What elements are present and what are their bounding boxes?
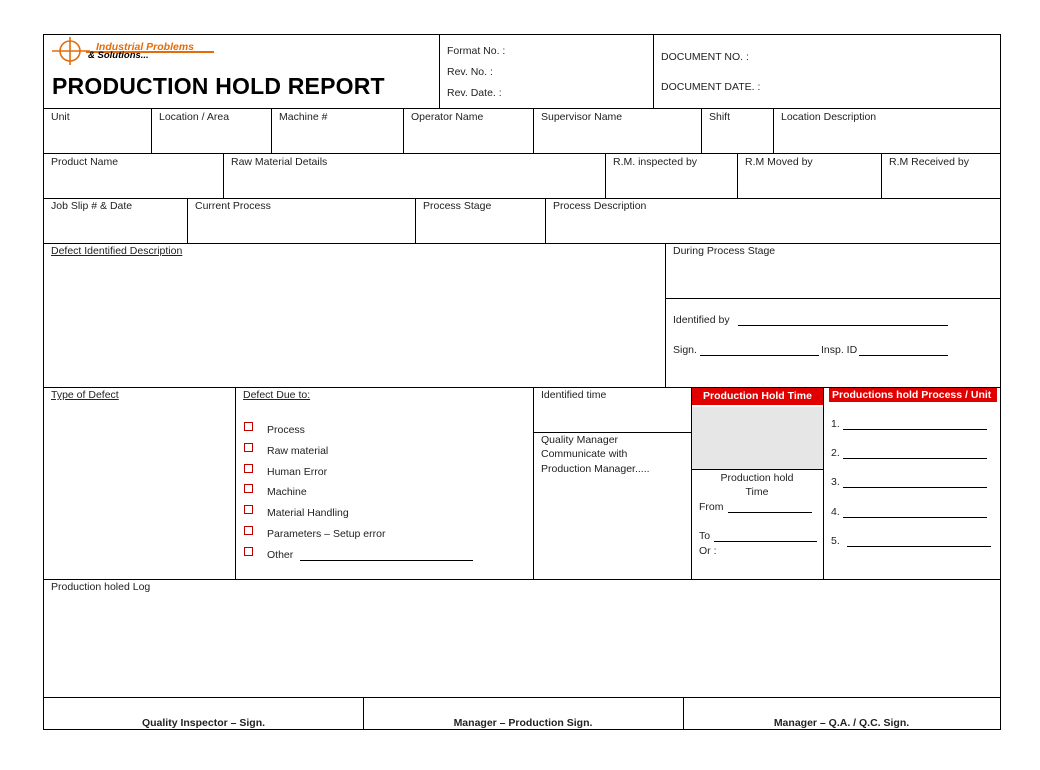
parameters-setup-error-checkbox[interactable] [244,526,253,535]
identified-time-label: Identified time [541,389,607,401]
material-handling-checkbox[interactable] [244,505,253,514]
identified-by-label: Identified by [673,314,730,326]
logo-text-line1: Industrial Problems [96,41,195,53]
page-title: PRODUCTION HOLD REPORT [52,73,385,99]
rm-inspected-by-label: R.M. inspected by [613,156,698,168]
to-field[interactable] [714,541,817,542]
during-process-stage-label: During Process Stage [673,245,776,257]
from-label: From [699,501,724,513]
rev-date-label: Rev. Date. : [447,87,502,99]
production-log-label: Production holed Log [51,581,151,593]
insp-id-field[interactable] [859,355,948,356]
productions-hold-process-header: Productions hold Process / Unit [829,388,997,402]
raw-material-checkbox[interactable] [244,443,253,452]
logo-text-line2: & Solutions... [88,50,149,61]
or-label: Or : [699,545,717,557]
raw-material-details-label: Raw Material Details [231,156,328,168]
process-stage-label: Process Stage [423,200,492,212]
rev-no-label: Rev. No. : [447,66,493,78]
company-logo [50,37,220,65]
item-number-4: 4. [831,506,840,518]
quality-manager-label: Quality Manager [541,434,619,446]
other-option-label: Other [267,549,294,561]
manager-qa-qc-sign: Manager – Q.A. / Q.C. Sign. [773,717,910,729]
process-unit-field-5[interactable] [847,546,991,547]
manager-production-sign: Manager – Production Sign. [453,717,593,729]
from-field[interactable] [728,512,812,513]
production-manager-label: Production Manager..... [541,463,650,475]
process-unit-field-4[interactable] [843,517,987,518]
sign-label: Sign. [673,344,697,356]
process-unit-field-2[interactable] [843,458,987,459]
quality-inspector-sign: Quality Inspector – Sign. [141,717,266,729]
logo-crosshair-icon [50,37,90,65]
rm-moved-by-label: R.M Moved by [745,156,813,168]
item-number-2: 2. [831,447,840,459]
production-hold-label: Production hold [720,472,794,484]
raw-material-option-label: Raw material [267,445,329,457]
material-handling-option-label: Material Handling [267,507,349,519]
unit-label: Unit [51,111,70,123]
communicate-with-label: Communicate with [541,448,628,460]
document-no-label: DOCUMENT NO. : [661,51,749,63]
process-unit-field-1[interactable] [843,429,987,430]
supervisor-name-label: Supervisor Name [541,111,623,123]
location-area-label: Location / Area [159,111,230,123]
operator-name-label: Operator Name [411,111,484,123]
identified-by-field[interactable] [738,325,948,326]
machine-option-label: Machine [267,486,307,498]
to-label: To [699,530,711,542]
product-name-label: Product Name [51,156,119,168]
production-hold-time-header: Production Hold Time [692,388,823,405]
defect-due-to-label: Defect Due to: [243,389,311,401]
format-no-label: Format No. : [447,45,506,57]
human-error-option-label: Human Error [267,466,328,478]
item-number-5: 5. [831,535,840,547]
production-hold-report-form [43,34,1001,730]
job-slip-label: Job Slip # & Date [51,200,133,212]
machine-checkbox[interactable] [244,484,253,493]
process-option-label: Process [267,424,305,436]
human-error-checkbox[interactable] [244,464,253,473]
insp-id-label: Insp. ID [821,344,858,356]
document-date-label: DOCUMENT DATE. : [661,81,761,93]
hold-time-gray-field[interactable] [692,407,823,469]
machine-label: Machine # [279,111,328,123]
other-field[interactable] [300,560,473,561]
current-process-label: Current Process [195,200,271,212]
process-unit-field-3[interactable] [843,487,987,488]
process-checkbox[interactable] [244,422,253,431]
item-number-3: 3. [831,476,840,488]
process-description-label: Process Description [553,200,647,212]
defect-description-label: Defect Identified Description [51,245,183,257]
shift-label: Shift [709,111,731,123]
sign-field[interactable] [700,355,819,356]
type-of-defect-label: Type of Defect [51,389,119,401]
parameters-setup-error-option-label: Parameters – Setup error [267,528,386,540]
time-label: Time [745,486,769,498]
other-checkbox[interactable] [244,547,253,556]
location-description-label: Location Description [781,111,877,123]
rm-received-by-label: R.M Received by [889,156,969,168]
item-number-1: 1. [831,418,840,430]
